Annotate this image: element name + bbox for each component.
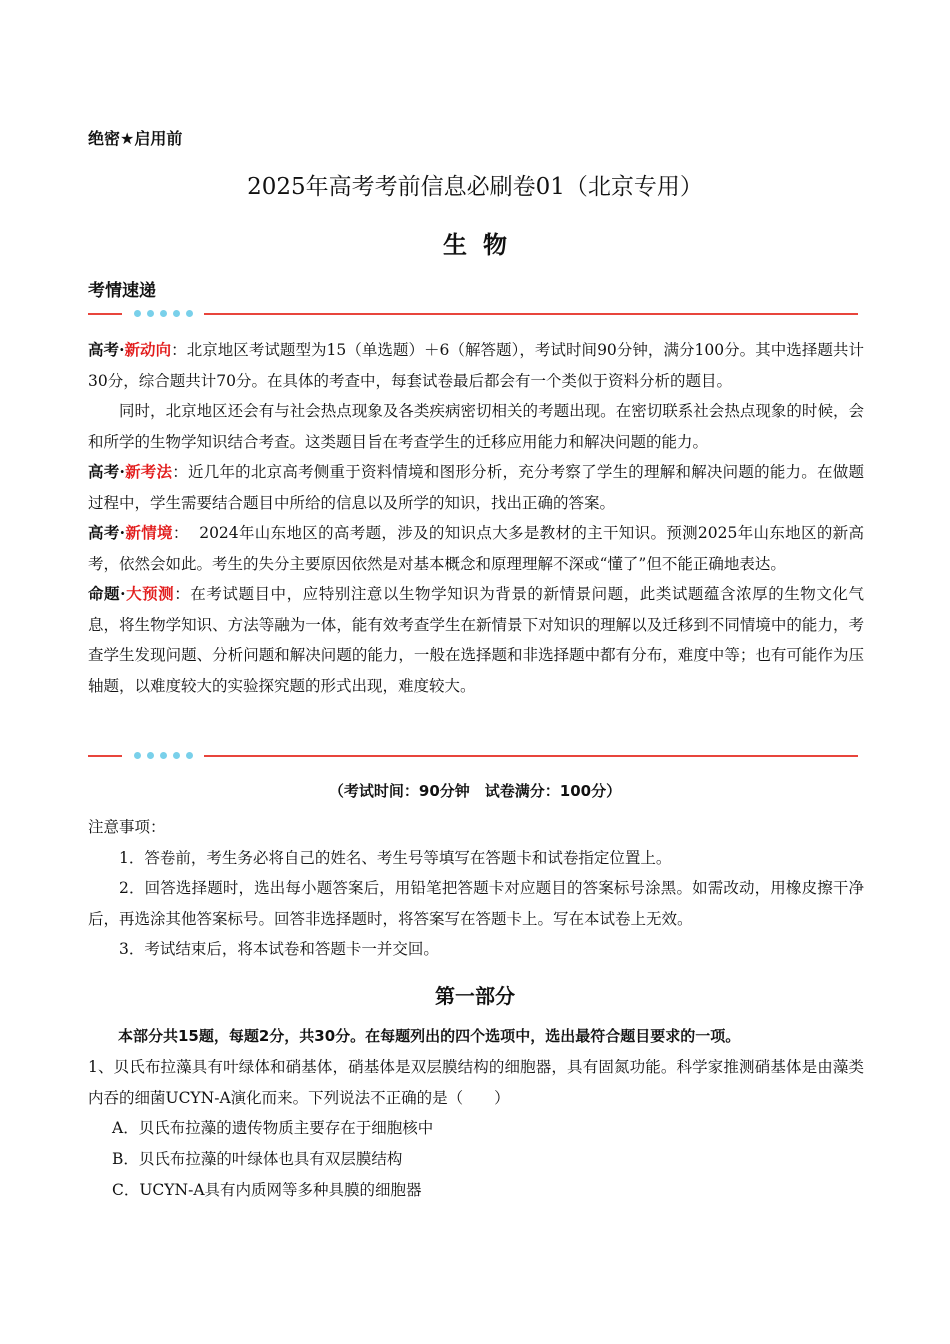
label-new-context: 新情境 — [125, 524, 173, 542]
overview-new-context — [88, 518, 864, 579]
new-trend-text: 北京地区考试题型为15（单选题）＋6（解答题），考试时间90分钟，满分100分。其中选择题共计30分，综合题共计70分。在具体的考查中，每套试卷最后都会有一个类似于资料分析的题目。 — [88, 341, 864, 390]
label-prediction: 大预测 — [125, 585, 175, 603]
part-one-title: 第一部分 — [435, 984, 515, 1008]
new-trend-text-2: 同时，北京地区还会有与社会热点现象及各类疾病密切相关的考题出现。在密切联系社会热点现象的时候，会和所学的生物学知识结合考查。这类题目旨在考查学生的迁移应用能力和解决问题的能力。 — [88, 402, 864, 451]
label-new-method: 新考法 — [124, 463, 173, 481]
question-1-option-c: C．UCYN-A具有内质网等多种具膜的细胞器 — [112, 1181, 422, 1199]
note-item-1: 1．答卷前，考生务必将自己的姓名、考生号等填写在答题卡和试卷指定位置上。 — [119, 848, 672, 867]
label-gaokao: 高考 — [88, 524, 120, 542]
prediction-text: 在考试题目中，应特别注意以生物学知识为背景的新情景问题，此类试题蕴含浓厚的生物文化气息，将生物学知识、方法等融为一体，能有效考查学生在新情景下对知识的理解以及迁移到不同情境中的能力，考查学生发现问题、分析问题和解决问题的能力，一般在选择题和非选择题中都有分布，难度中等；也有可能作为压轴题，以难度较大的实验探究题的形式出现，难度较大。 — [88, 585, 864, 695]
bottom-divider — [88, 749, 858, 763]
note-item-3: 3．考试结束后，将本试卷和答题卡一并交回。 — [119, 940, 439, 958]
question-1-option-b: B．贝氏布拉藻的叶绿体也具有双层膜结构 — [112, 1150, 403, 1168]
overview-new-trend — [88, 335, 864, 396]
part-one-description: 本部分共15题，每题2分，共30分。在每题列出的四个选项中，选出最符合题目要求的一项。 — [118, 1027, 741, 1045]
overview-body — [88, 335, 864, 701]
label-sep: · — [120, 584, 126, 603]
overview-heading: 考情速递 — [88, 281, 156, 301]
question-1-option-a: A．贝氏布拉藻的遗传物质主要存在于细胞核中 — [112, 1119, 434, 1137]
page-title: 2025年高考考前信息必刷卷01（北京专用） — [247, 174, 703, 200]
question-1: 1、贝氏布拉藻具有叶绿体和硝基体，硝基体是双层膜结构的细胞器，具有固氮功能。科学家推测硝基体是由藻类内吞的细菌UCYN-A演化而来。下列说法不正确的是（ ） — [88, 1058, 864, 1107]
notes-section — [88, 812, 864, 965]
label-sep: · — [119, 462, 125, 481]
label-sep: · — [119, 523, 126, 542]
subject-title: 生物 — [443, 230, 523, 259]
label-sep: · — [119, 340, 125, 359]
label-gaokao: 高考 — [88, 463, 120, 481]
label-colon: ： — [171, 341, 187, 359]
overview-new-method — [88, 457, 864, 518]
label-colon: ： — [174, 585, 191, 603]
exam-time-info: （考试时间：90分钟 试卷满分：100分） — [328, 782, 622, 800]
label-new-trend: 新动向 — [124, 341, 172, 359]
label-colon: ： — [172, 524, 189, 542]
note-item-2: 2．回答选择题时，选出每小题答案后，用铅笔把答题卡对应题目的答案标号涂黑。如需改动，用橡皮擦干净后，再选涂其他答案标号。回答非选择题时，将答案写在答题卡上。写在本试卷上无效。 — [88, 879, 864, 928]
confidential-label: 绝密★启用前 — [88, 129, 183, 148]
new-context-text: 2024年山东地区的高考题，涉及的知识点大多是教材的主干知识。预测2025年山东地区的新高考，依然会如此。考生的失分主要原因依然是对基本概念和原理理解不深或“懂了”但不能正确地表达。 — [88, 524, 864, 573]
label-gaokao: 高考 — [88, 341, 120, 359]
top-divider — [88, 307, 858, 321]
label-colon: ： — [172, 463, 188, 481]
notes-heading: 注意事项： — [88, 818, 166, 836]
label-mingti: 命题 — [88, 585, 121, 603]
overview-prediction — [88, 579, 864, 701]
new-method-text: 近几年的北京高考侧重于资料情境和图形分析，充分考察了学生的理解和解决问题的能力。在做题过程中，学生需要结合题目中所给的信息以及所学的知识，找出正确的答案。 — [88, 463, 864, 512]
